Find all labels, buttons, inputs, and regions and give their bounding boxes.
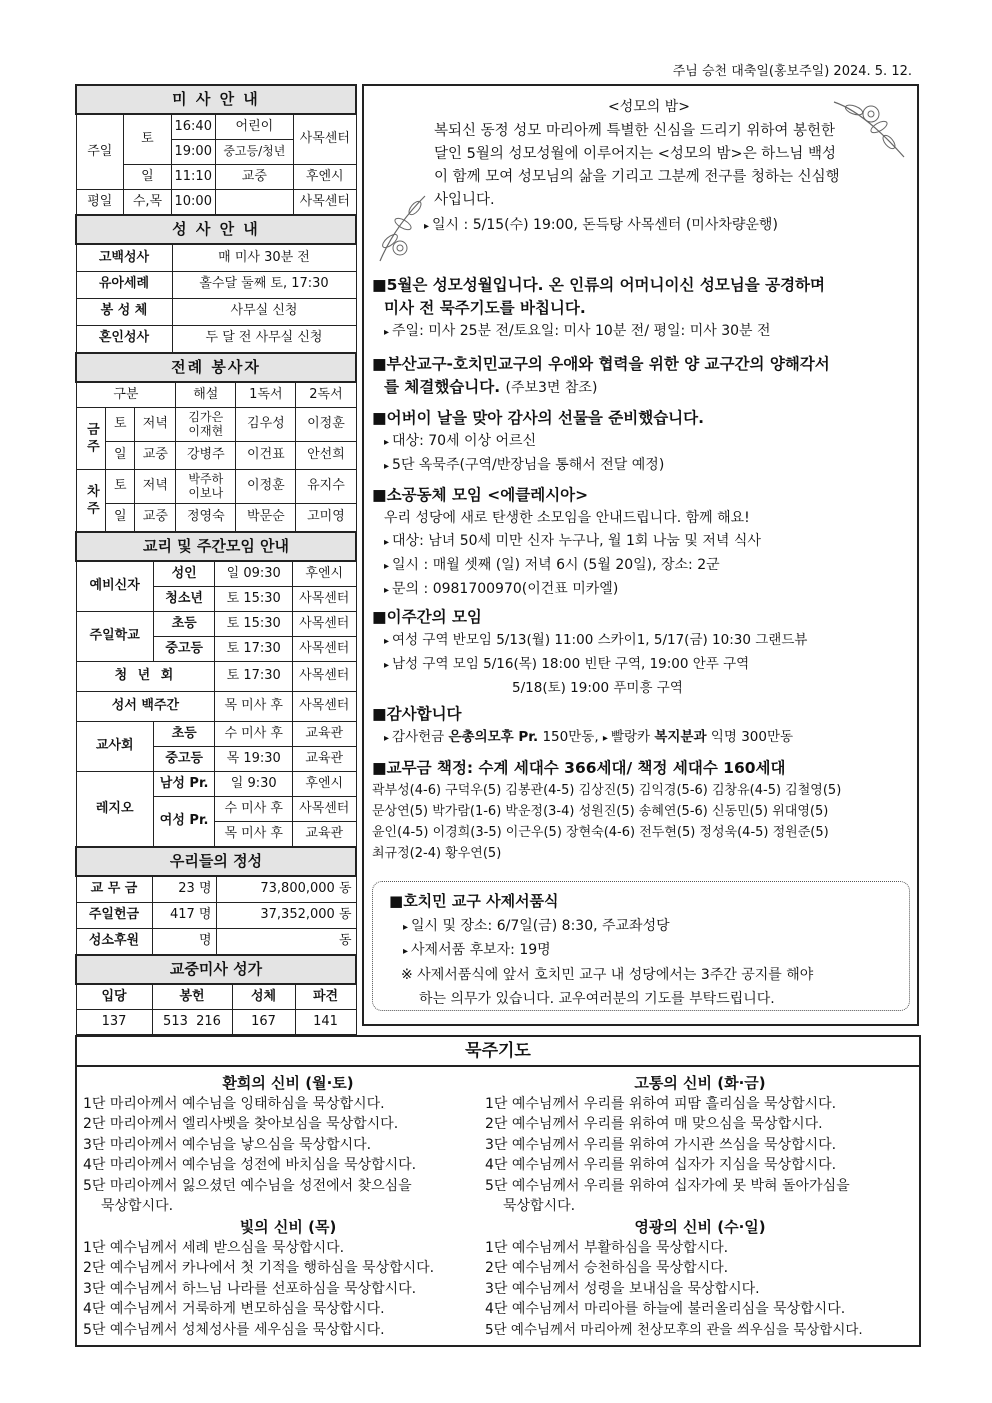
sorrowful-mysteries <box>485 1073 915 1217</box>
mass-group: 교중 <box>215 165 293 190</box>
bullet-icon: ▸ <box>384 561 390 572</box>
saturday-label: 토 <box>124 114 172 165</box>
hymns-table <box>75 954 357 1036</box>
bullet-icon: ▸ <box>384 636 390 647</box>
tithe-names: 윤인(4-5) 이경희(3-5) 이근우(5) 장현숙(4-6) 전두현(5) 정성욱(4-5) 정원준(5) <box>372 825 829 840</box>
mass-time: 10:00 <box>171 190 215 215</box>
sacrament-value: 매 미사 30분 전 <box>172 244 356 271</box>
notice-line: 일시 및 장소: 6/7일(금) 8:30, 주교좌성당 <box>411 918 670 934</box>
hymn-header: 파견 <box>295 984 356 1010</box>
commentator: 박주하 이보나 <box>176 470 236 504</box>
sunday-label: 주일 <box>76 114 124 190</box>
time: 수 미사 후 <box>215 797 293 822</box>
meetings-title: 교리 및 주간모임 안내 <box>76 532 356 561</box>
thanks-amount: 익명 300만동 <box>710 729 794 745</box>
weekday-label: 평일 <box>76 190 124 215</box>
place: 사목센터 <box>293 612 357 637</box>
thanks-donor: 복지분과 <box>654 729 707 745</box>
mass-time: 19:00 <box>171 140 215 165</box>
luminous-mysteries <box>83 1217 493 1340</box>
hymn-number: 141 <box>295 1010 356 1035</box>
mystery-item: 2단 마리아께서 엘리사벳을 찾아보심을 묵상합시다. <box>83 1116 399 1132</box>
rosary-prayer-box <box>75 1035 921 1347</box>
thanks-amount: 150만동, <box>542 729 599 745</box>
offering-name: 성소후원 <box>76 928 152 954</box>
place: 사목센터 <box>293 587 357 612</box>
commentator: 김가은 이재현 <box>176 408 236 442</box>
day: 일 <box>106 442 135 470</box>
group-label: 성서 백주간 <box>76 692 215 722</box>
time: 목 미사 후 <box>215 692 293 722</box>
sub-label: 여성 Pr. <box>153 797 215 847</box>
square-bullet-icon: ■ <box>372 276 387 294</box>
busan-notice <box>372 353 918 400</box>
square-bullet-icon: ■ <box>372 409 387 427</box>
bullet-icon: ▸ <box>384 733 390 744</box>
time: 일 09:30 <box>215 561 293 587</box>
sacrament-title: 성 사 안 내 <box>76 215 356 244</box>
small-community-notice <box>372 484 918 602</box>
parents-day-notice <box>372 407 918 478</box>
mystery-item: 4단 예수님께서 우리를 위하여 십자가 지심을 묵상합시다. <box>485 1157 837 1173</box>
sacrament-name: 고백성사 <box>76 244 172 271</box>
mystery-title: 고통의 신비 (화·금) <box>634 1074 766 1092</box>
bullet-icon: ▸ <box>384 660 390 671</box>
time: 토 15:30 <box>215 612 293 637</box>
mystery-item: 묵상합시다. <box>101 1198 174 1214</box>
bullet-icon: ▸ <box>384 537 390 548</box>
group-label: 예비신자 <box>76 561 153 612</box>
mystery-item: 2단 예수님께서 우리를 위하여 매 맞으심을 묵상합시다. <box>485 1116 823 1132</box>
square-bullet-icon: ■ <box>372 759 387 777</box>
bullet-icon: ▸ <box>384 327 390 338</box>
sun-label: 일 <box>124 165 172 190</box>
col-header: 2독서 <box>296 382 356 408</box>
place: 교육관 <box>293 822 357 847</box>
reader-1: 김우성 <box>236 408 296 442</box>
mystery-item: 5단 예수님께서 마리아께 천상모후의 관을 씌우심을 묵상합시다. <box>485 1321 863 1338</box>
offering-amount: 동 <box>216 928 356 954</box>
reader-2: 고미영 <box>296 504 356 532</box>
mystery-item: 묵상합시다. <box>503 1198 576 1214</box>
notice-line: 대상: 남녀 50세 미만 신자 누구나, 월 1회 나눔 및 저녁 식사 <box>392 533 761 549</box>
time: 토 17:30 <box>215 637 293 662</box>
bullet-icon: ▸ <box>384 461 390 472</box>
mass-schedule-table <box>75 84 357 215</box>
offering-count: 명 <box>152 928 216 954</box>
ordination-box <box>372 881 910 1011</box>
day: 일 <box>106 504 135 532</box>
notice-line: 주일: 미사 25분 전/토요일: 미사 10분 전/ 평일: 미사 30분 전 <box>392 323 771 339</box>
group-label: 청 년 회 <box>76 662 215 692</box>
square-bullet-icon: ■ <box>389 892 404 910</box>
rosary-title: 묵주기도 <box>77 1037 919 1067</box>
mystery-item: 5단 마리아께서 잃으셨던 예수님을 성전에서 찾으심을 <box>83 1177 412 1194</box>
place: 사목센터 <box>293 797 357 822</box>
mystery-item: 3단 예수님께서 성령을 보내심을 묵상합시다. <box>485 1280 760 1297</box>
mass-type: 교중 <box>135 442 176 470</box>
sub-label: 중고등 <box>153 637 215 662</box>
sacrament-value: 사무실 신청 <box>172 298 356 325</box>
place: 사목센터 <box>293 692 357 722</box>
mystery-item: 3단 예수님께서 우리를 위하여 가시관 쓰심을 묵상합시다. <box>485 1136 837 1153</box>
mass-group: 중고등/청년 <box>215 140 293 165</box>
place: 후엔시 <box>293 561 357 587</box>
may-notice <box>372 274 918 344</box>
notice-title: 감사합니다 <box>386 705 462 723</box>
offering-amount: 73,800,000 동 <box>216 876 356 902</box>
mystery-item: 2단 예수님께서 승천하심을 묵상합시다. <box>485 1260 729 1276</box>
mass-time: 11:10 <box>171 165 215 190</box>
notice-title-cont: 미사 전 묵주기도를 바칩니다. <box>384 299 586 317</box>
mystery-item: 1단 예수님께서 부활하심을 묵상합시다. <box>485 1239 729 1256</box>
reader-2: 안선희 <box>296 442 356 470</box>
joyful-mysteries <box>83 1073 493 1217</box>
time: 수 미사 후 <box>215 722 293 747</box>
glorious-mysteries <box>485 1217 915 1340</box>
mystery-item: 4단 예수님께서 마리아를 하늘에 불러올리심을 묵상합시다. <box>485 1301 846 1317</box>
mass-place: 후엔시 <box>294 165 356 190</box>
time: 목 미사 후 <box>215 822 293 847</box>
bullet-icon: ▸ <box>403 946 409 957</box>
notice-title: 교무금 책정: 수계 세대수 366세대/ 책정 세대수 160세대 <box>386 759 786 777</box>
mass-time: 16:40 <box>171 114 215 140</box>
sacrament-name: 봉 성 체 <box>76 298 172 325</box>
offering-name: 주일헌금 <box>76 902 152 928</box>
time: 일 9:30 <box>215 772 293 797</box>
notice-line: 우리 성당에 새로 탄생한 소모임을 안내드립니다. 함께 해요! <box>384 510 750 526</box>
mass-type: 저녁 <box>135 470 176 504</box>
sacrament-value: 홀수달 둘째 토, 17:30 <box>172 271 356 298</box>
mass-schedule-title: 미 사 안 내 <box>76 85 356 114</box>
sub-label: 초등 <box>153 612 215 637</box>
mystery-title: 빛의 신비 (목) <box>239 1218 337 1236</box>
notice-line: 여성 구역 반모임 5/13(월) 11:00 스카이1, 5/17(금) 10:30 그랜드뷰 <box>392 632 808 648</box>
tithe-names: 최규정(2-4) 황우연(5) <box>372 846 502 861</box>
place: 사목센터 <box>293 637 357 662</box>
hymn-header: 봉헌 <box>152 984 232 1010</box>
mystery-item: 2단 예수님께서 카나에서 첫 기적을 행하심을 묵상합시다. <box>83 1260 435 1276</box>
notice-title: 어버이 날을 맞아 감사의 선물을 준비했습니다. <box>386 409 705 427</box>
mass-place: 사목센터 <box>294 114 356 165</box>
hymn-header: 입당 <box>76 984 152 1010</box>
hymn-header: 성체 <box>232 984 295 1010</box>
sub-label: 중고등 <box>153 747 215 772</box>
sacrament-name: 유아세례 <box>76 271 172 298</box>
reader-1: 박문순 <box>236 504 296 532</box>
liturgy-servers-table <box>75 352 357 533</box>
rosary-night-schedule: 일시 : 5/15(수) 19:00, 돈득탕 사목센터 (미사차량운행) <box>432 217 778 233</box>
notice-line: 문의 : 0981700970(이건표 미카엘) <box>392 581 619 597</box>
offering-table <box>75 846 357 955</box>
place: 후엔시 <box>293 772 357 797</box>
bulletin-date-header: 주님 승천 대축일(홍보주일) 2024. 5. 12. <box>672 64 912 79</box>
col-header: 구분 <box>76 382 176 408</box>
offering-title: 우리들의 정성 <box>76 847 356 876</box>
day: 토 <box>106 470 135 504</box>
notice-title: 5월은 성모성월입니다. 온 인류의 어머니이신 성모님을 공경하며 <box>386 276 826 294</box>
mystery-item: 5단 예수님께서 우리를 위하여 십자가에 못 박혀 돌아가심을 <box>485 1177 850 1194</box>
reader-2: 유지수 <box>296 470 356 504</box>
notice-ref: (주보3면 참조) <box>505 380 598 396</box>
mystery-item: 4단 예수님께서 거룩하게 변모하심을 묵상합시다. <box>83 1301 385 1317</box>
mass-group: 어린이 <box>215 114 293 140</box>
col-header: 1독서 <box>236 382 296 408</box>
sub-label: 청소년 <box>153 587 215 612</box>
offering-name: 교 무 금 <box>76 876 152 902</box>
hymn-number: 513 216 <box>152 1010 232 1035</box>
this-week-label: 금주 <box>76 408 106 470</box>
hymn-number: 167 <box>232 1010 295 1035</box>
time: 목 19:30 <box>215 747 293 772</box>
left-column <box>75 84 357 1035</box>
group-label: 교사회 <box>76 722 153 772</box>
reader-1: 이정훈 <box>236 470 296 504</box>
mass-type: 교중 <box>135 504 176 532</box>
sacrament-table <box>75 214 357 353</box>
notice-line: 5단 옥묵주(구역/반장님을 통해서 전달 예정) <box>392 457 665 473</box>
col-header: 해설 <box>176 382 236 408</box>
rosary-night-title: <성모의 밤> <box>607 99 690 115</box>
hymn-number: 137 <box>76 1010 152 1035</box>
offering-count: 23 명 <box>152 876 216 902</box>
bullet-icon: ▸ <box>602 733 608 744</box>
sacrament-value: 두 달 전 사무실 신청 <box>172 325 356 352</box>
mass-group <box>215 190 293 215</box>
notice-title: 소공동체 모임 <에클레시아> <box>386 486 589 504</box>
offering-amount: 37,352,000 동 <box>216 902 356 928</box>
thanks-text: 감사헌금 <box>392 729 445 745</box>
thanks-donor: 은총의모후 Pr. <box>448 729 539 745</box>
time: 토 15:30 <box>215 587 293 612</box>
mass-place: 사목센터 <box>294 190 356 215</box>
mystery-item: 1단 마리아께서 예수님을 잉태하심을 묵상합시다. <box>83 1095 385 1112</box>
square-bullet-icon: ■ <box>372 486 387 504</box>
place: 사목센터 <box>293 662 357 692</box>
liturgy-title: 전례 봉사자 <box>76 353 356 382</box>
place: 교육관 <box>293 747 357 772</box>
bullet-icon: ▸ <box>384 585 390 596</box>
mystery-item: 3단 마리아께서 예수님을 낳으심을 묵상합시다. <box>83 1136 372 1153</box>
mystery-title: 영광의 신비 (수·일) <box>634 1218 766 1236</box>
notice-title: 이주간의 모임 <box>386 608 482 626</box>
hymns-title: 교중미사 성가 <box>76 955 356 984</box>
notices-box <box>362 84 919 1026</box>
reader-1: 이건표 <box>236 442 296 470</box>
notice-title-cont: 를 체결했습니다. <box>384 378 501 396</box>
next-week-label: 차주 <box>76 470 106 532</box>
sacrament-name: 혼인성사 <box>76 325 172 352</box>
mystery-title: 환희의 신비 (월·토) <box>222 1074 354 1092</box>
mystery-item: 1단 예수님께서 우리를 위하여 피땀 흘리심을 묵상합시다. <box>485 1095 837 1112</box>
notice-title: 호치민 교구 사제서품식 <box>403 892 559 910</box>
square-bullet-icon: ■ <box>372 608 387 626</box>
mystery-item: 5단 예수님께서 성체성사를 세우심을 묵상합시다. <box>83 1321 385 1338</box>
square-bullet-icon: ■ <box>372 705 387 723</box>
offering-count: 417 명 <box>152 902 216 928</box>
tithe-notice <box>372 757 918 864</box>
commentator: 정영숙 <box>176 504 236 532</box>
reader-2: 이정훈 <box>296 408 356 442</box>
notice-line: 사제서품 후보자: 19명 <box>411 942 551 958</box>
sub-label: 성인 <box>153 561 215 587</box>
bullet-icon: ▸ <box>384 437 390 448</box>
sub-label: 초등 <box>153 722 215 747</box>
meetings-table <box>75 531 357 847</box>
notice-note: 하는 의무가 있습니다. 교우여러분의 기도를 부탁드립니다. <box>419 991 775 1007</box>
tithe-names: 곽부성(4-6) 구덕우(5) 김봉관(4-5) 김상진(5) 김익경(5-6) 김창유(4-5) 김철영(5) <box>372 783 842 798</box>
square-bullet-icon: ■ <box>372 355 387 373</box>
thanks-notice <box>372 703 918 750</box>
two-week-meetings <box>372 606 918 700</box>
rosary-night-body: 복되신 동정 성모 마리아께 특별한 신심을 드리기 위하여 봉헌한 달인 5월의 성모성월에 이루어지는 <성모의 밤>은 하느님 백성이 함께 모여 성모님의 삶을 기리고 그분께 전구를 청하는 신심행사입니다. <box>434 123 840 208</box>
thanks-text: 빨랑카 <box>610 729 651 745</box>
notice-note: ※ 사제서품식에 앞서 호치민 교구 내 성당에서는 3주간 공지를 해야 <box>401 967 814 983</box>
sub-label: 남성 Pr. <box>153 772 215 797</box>
notice-line: 일시 : 매월 셋째 (일) 저녁 6시 (5월 20일), 장소: 2군 <box>392 557 720 573</box>
notice-line: 5/18(토) 19:00 푸미흥 구역 <box>512 680 683 696</box>
wedthu-label: 수,목 <box>124 190 172 215</box>
commentator: 강병주 <box>176 442 236 470</box>
mass-type: 저녁 <box>135 408 176 442</box>
mystery-item: 4단 마리아께서 예수님을 성전에 바치심을 묵상합시다. <box>83 1157 417 1173</box>
notice-line: 남성 구역 모임 5/16(목) 18:00 빈탄 구역, 19:00 안푸 구역 <box>392 656 750 672</box>
group-label: 레지오 <box>76 772 153 847</box>
tithe-names: 문상연(5) 박가람(1-6) 박운정(3-4) 성원진(5) 송혜연(5-6) 신동민(5) 위대영(5) <box>372 804 829 819</box>
bullet-icon: ▸ <box>424 221 430 232</box>
mystery-item: 3단 예수님께서 하느님 나라를 선포하심을 묵상합시다. <box>83 1280 417 1297</box>
day: 토 <box>106 408 135 442</box>
notice-title: 부산교구-호치민교구의 우애와 협력을 위한 양 교구간의 양해각서 <box>386 355 830 373</box>
mystery-item: 1단 예수님께서 세례 받으심을 묵상합시다. <box>83 1239 345 1256</box>
rosary-night-section <box>384 96 914 234</box>
place: 교육관 <box>293 722 357 747</box>
bullet-icon: ▸ <box>403 922 409 933</box>
time: 토 17:30 <box>215 662 293 692</box>
group-label: 주일학교 <box>76 612 153 662</box>
notice-line: 대상: 70세 이상 어르신 <box>392 433 537 449</box>
